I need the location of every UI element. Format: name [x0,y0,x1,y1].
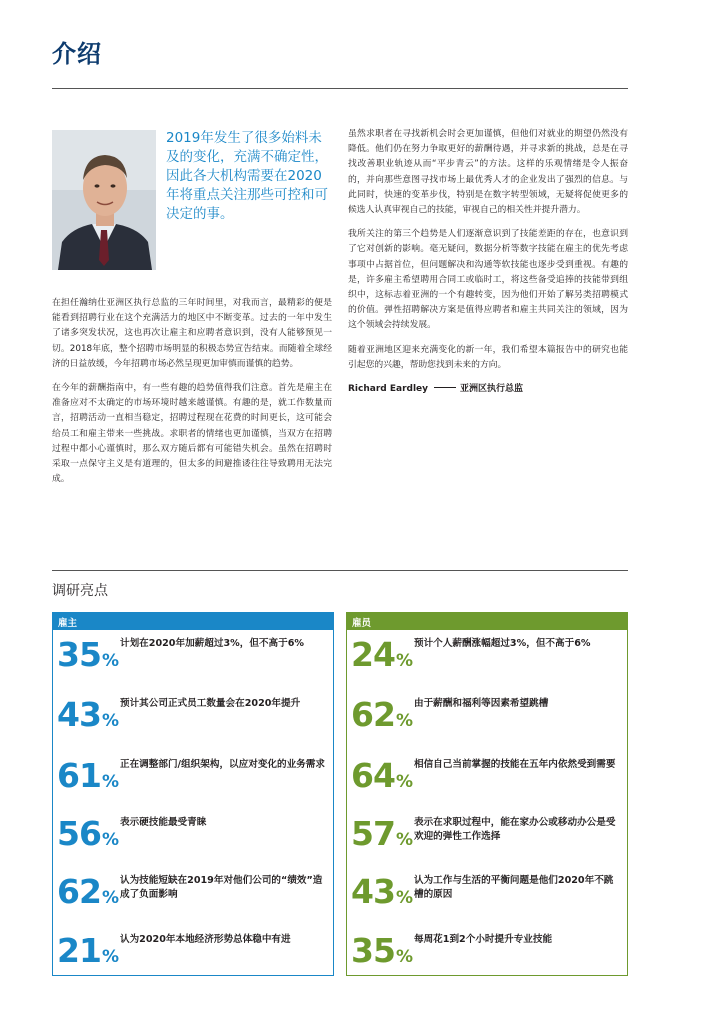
stat-value [351,931,413,977]
stat-number: 57 [351,814,395,853]
stat-number: 24 [351,635,395,674]
stat-value [351,695,413,741]
stat-description: 预计其公司正式员工数量会在2020年提升 [120,698,301,709]
stat-unit: % [101,888,119,908]
stat-value [57,756,119,802]
employer-stat-row [53,814,333,854]
stat-value [351,635,413,681]
stat-unit: % [101,830,119,850]
portrait-photo [52,130,156,270]
employee-panel-header: 雇员 [347,613,627,630]
stat-number: 56 [57,814,101,853]
employee-stat-row [347,695,627,735]
employer-stat-row [53,872,333,912]
employee-stat-row [347,756,627,796]
stat-description: 认为工作与生活的平衡问题是他们2020年不跳槽的原因 [414,875,614,900]
stat-description: 每周花1到2个小时提升专业技能 [414,934,553,945]
highlights-title: 调研亮点 [52,583,108,599]
paragraph: 随着亚洲地区迎来充满变化的新一年，我们希望本篇报告中的研究也能引起您的兴趣，帮助您找到未来的方向。 [348,344,628,370]
stat-unit: % [101,772,119,792]
stat-description: 由于薪酬和福利等因素希望跳槽 [414,698,549,709]
signature-name: Richard Eardley [348,384,429,395]
stat-number: 62 [351,695,395,734]
section-divider [52,570,628,571]
signature-dash [434,387,456,388]
employer-stat-row [53,635,333,675]
employee-panel [346,612,628,976]
stat-unit: % [395,947,413,967]
stat-value [57,814,119,860]
stat-number: 43 [351,872,395,911]
stat-value [351,872,413,918]
stat-description: 表示在求职过程中，能在家办公或移动办公是受欢迎的弹性工作选择 [414,817,616,842]
employer-stat-row [53,756,333,796]
stat-unit: % [395,888,413,908]
stat-description: 计划在2020年加薪超过3%，但不高于6% [120,638,304,649]
paragraph: 在今年的薪酬指南中，有一些有趣的趋势值得我们注意。首先是雇主在准备应对不太确定的市场环境时越来越谨慎。有趣的是，就工作数量而言，招聘活动一直相当稳定，招聘过程现在花费的时间更长，这可能会给员工和雇主带来一些挑战。求职者的情绪也更加谨慎，当双方在招聘过程中都小心谨慎时，那么双方随后都有可能错失机会。虽然在招聘时采取一点保守主义是有道理的，但太多的间避推诿往往导致聘用无法完成。 [52,383,332,485]
portrait-illustration [52,130,156,270]
stat-unit: % [395,830,413,850]
employee-stat-row [347,635,627,675]
stat-unit: % [395,651,413,671]
top-divider [52,88,628,89]
employee-stat-row [347,931,627,971]
stat-description: 相信自己当前掌握的技能在五年内依然受到需要 [414,759,616,770]
stat-value [57,872,119,918]
stat-description: 认为技能短缺在2019年对他们公司的“绩效”造成了负面影响 [120,875,323,900]
stat-number: 35 [351,931,395,970]
employer-stat-row [53,931,333,971]
paragraph: 在担任瀚纳仕亚洲区执行总监的三年时间里，对我而言，最精彩的便是能看到招聘行业在这个充满活力的地区中不断变革。过去的一年中发生了诸多突发状况，这也再次让雇主和应聘者意识到，没有人能够预见一切。2018年底，整个招聘市场明显的积极态势宣告结束。而随着全球经济的日益放缓，今年招聘市场必然呈现更加审慎而谨慎的趋势。 [52,298,332,369]
stat-unit: % [395,711,413,731]
stat-number: 62 [57,872,101,911]
stat-number: 21 [57,931,101,970]
stat-unit: % [101,711,119,731]
stat-value [57,635,119,681]
signature-role: 亚洲区执行总监 [460,384,524,395]
employer-panel-header: 雇主 [53,613,333,630]
paragraph: 我所关注的第三个趋势是人们逐渐意识到了技能差距的存在，也意识到了它对创新的影响。毫无疑问，数据分析等数字技能在雇主的优先考虑事项中占据首位，但问题解决和沟通等软技能也逐步受到重视。有趣的是，许多雇主希望聘用合同工或临时工，将这些备受追捧的技能带到组织中，这标志着亚洲的一个有趣转变，因为他们开始了解另类招聘模式的价值。弹性招聘解决方案是值得应聘者和雇主共同关注的领域，因为这个领域会持续发展。 [348,229,628,331]
stat-value [57,695,119,741]
stat-description: 正在调整部门/组织架构，以应对变化的业务需求 [120,759,325,770]
stat-number: 43 [57,695,101,734]
stat-value [351,756,413,802]
signature [348,382,628,397]
stat-number: 61 [57,756,101,795]
page-title: 介绍 [52,40,102,68]
stat-unit: % [101,651,119,671]
stat-description: 表示硬技能最受青睐 [120,817,207,828]
pull-quote: 2019年发生了很多始料未及的变化，充满不确定性，因此各大机构需要在2020年将重点关注那些可控和可决定的事。 [166,130,328,222]
intro-right-column [348,127,628,397]
stat-unit: % [101,947,119,967]
employee-stat-row [347,814,627,854]
intro-left-column [52,296,332,496]
stat-unit: % [395,772,413,792]
stat-number: 64 [351,756,395,795]
stat-number: 35 [57,635,101,674]
paragraph: 虽然求职者在寻找新机会时会更加谨慎，但他们对就业的期望仍然没有降低。他们仍在努力争取更好的薪酬待遇，并寻求新的挑战，总是在寻找改善职业轨迹从而“平步青云”的方法。这样的乐观情绪是令人振奋的，并向那些意图寻找市场上最优秀人才的企业发出了强烈的信息。与此同时，快速的变革步伐，特别是在数字转型领域，无疑将促使更多的候选人认真审视自己的技能，审视自己的相关性并提升潜力。 [348,129,628,216]
stat-value [57,931,119,977]
stat-description: 认为2020年本地经济形势总体稳中有进 [120,934,291,945]
stat-value [351,814,413,860]
employer-stat-row [53,695,333,735]
stat-description: 预计个人薪酬涨幅超过3%，但不高于6% [414,638,591,649]
employer-panel [52,612,334,976]
employee-stat-row [347,872,627,912]
